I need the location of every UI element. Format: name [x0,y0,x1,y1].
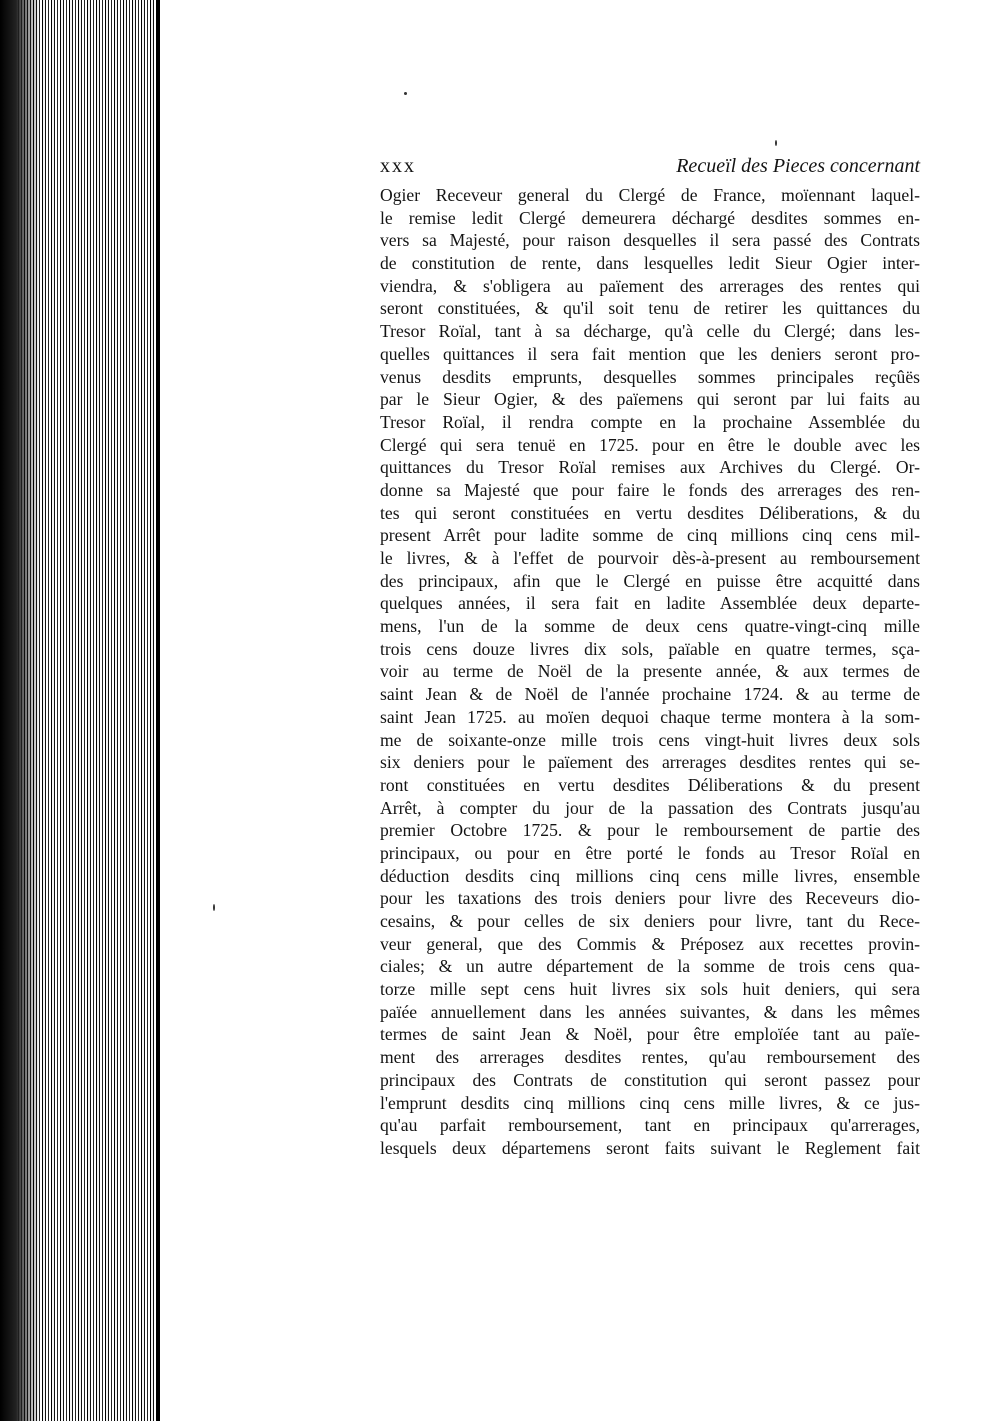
text-line: quittances du Tresor Roïal remises aux Archives du Clergé. Or- [380,457,920,478]
text-line: quelles quittances il sera fait mention que les deniers seront pro- [380,343,920,364]
text-line: déduction desdits cinq millions cinq cens mille livres, ensemble [380,865,920,886]
text-line: ront constituées en vertu desdites Déliberations & du present [380,774,920,795]
text-line: des principaux, afin que le Clergé en puisse être acquitté dans [380,570,920,591]
text-line: present Arrêt pour ladite somme de cinq millions cinq cens mil- [380,525,920,546]
ink-speck [404,92,407,95]
text-line: Tresor Roïal, il rendra compte en la prochaine Assemblée du [380,411,920,432]
text-line: venus desdits emprunts, desquelles sommes principales reçûës [380,366,920,387]
text-line: Arrêt, à compter du jour de la passation des Contrats jusqu'au [380,797,920,818]
text-line: seront constituées, & qu'il soit tenu de retirer les quittances du [380,298,920,319]
text-line: vers sa Majesté, pour raison desquelles il sera passé des Contrats [380,230,920,251]
text-line: Clergé qui sera tenuë en 1725. pour en être le double avec les [380,434,920,455]
running-title: Recueïl des Pieces concernant [676,155,920,177]
text-line: le livres, & à l'effet de pourvoir dès-à-present au remboursement [380,548,920,568]
body-text [380,184,920,1160]
text-line: six deniers pour le païement des arrerages desdites rentes qui se- [380,752,920,773]
text-line: de constitution de rente, dans lesquelles ledit Sieur Ogier inter- [380,253,920,274]
printed-page [380,150,920,1160]
text-line: cesains, & pour celles de six deniers pour livre, tant du Rece- [380,911,920,931]
text-line: tes qui seront constituées en vertu desdites Déliberations, & du [380,502,920,523]
text-line: l'emprunt desdits cinq millions cinq cens mille livres, & ce jus- [380,1092,920,1113]
text-line: ciales; & un autre département de la somme de trois cens qua- [380,956,920,977]
text-line: Tresor Roïal, tant à sa décharge, qu'à celle du Clergé; dans les- [380,321,920,342]
text-line: principaux, ou pour en être porté le fonds au Tresor Roïal en [380,842,920,863]
text-line: trois cens douze livres dix sols, païable en quatre termes, sça- [380,638,920,659]
page-folio: xxx [380,155,416,177]
text-line: viendra, & s'obligera au païement des arrerages des rentes qui [380,275,920,296]
text-line: qu'au parfait remboursement, tant en principaux qu'arrerages, [380,1115,920,1136]
text-line: principaux des Contrats de constitution qui seront passez pour [380,1069,920,1090]
text-line: veur general, que des Commis & Préposez aux recettes provin- [380,933,920,954]
text-line: voir au terme de Noël de la presente année, & aux termes de [380,661,920,682]
text-line: me de soixante-onze mille trois cens vingt-huit livres deux sols [380,729,920,750]
text-line: Ogier Receveur general du Clergé de France, moïennant laquel- [380,185,920,205]
text-line: saint Jean 1725. au moïen dequoi chaque terme montera à la som- [380,706,920,727]
text-line: par le Sieur Ogier, & des païemens qui seront par lui faits au [380,389,920,410]
ink-speck [213,904,215,911]
text-line: lesquels deux départemens seront faits suivant le Reglement fait [380,1137,920,1158]
text-line: le remise ledit Clergé demeurera déchargé desdites sommes en- [380,207,920,228]
text-line: saint Jean & de Noël de l'année prochaine 1724. & au terme de [380,684,920,705]
text-line: torze mille sept cens huit livres six sols huit deniers, qui sera [380,979,920,1000]
text-line: termes de saint Jean & Noël, pour être emploïée tant au païe- [380,1024,920,1045]
text-line: mens, l'un de la somme de deux cens quatre-vingt-cinq mille [380,616,920,637]
text-line: premier Octobre 1725. & pour le remboursement de partie des [380,820,920,841]
text-line: ment des arrerages desdites rentes, qu'au remboursement des [380,1047,920,1068]
running-head [380,150,920,182]
text-line: quelques années, il sera fait en ladite Assemblée deux departe- [380,593,920,614]
text-line: pour les taxations des trois deniers pour livre des Receveurs dio- [380,888,920,909]
ink-speck [775,140,777,146]
book-binding-edge [0,0,160,1421]
text-line: païée annuellement dans les années suivantes, & dans les mêmes [380,1001,920,1022]
text-line: donne sa Majesté que pour faire le fonds des arrerages des ren- [380,479,920,500]
